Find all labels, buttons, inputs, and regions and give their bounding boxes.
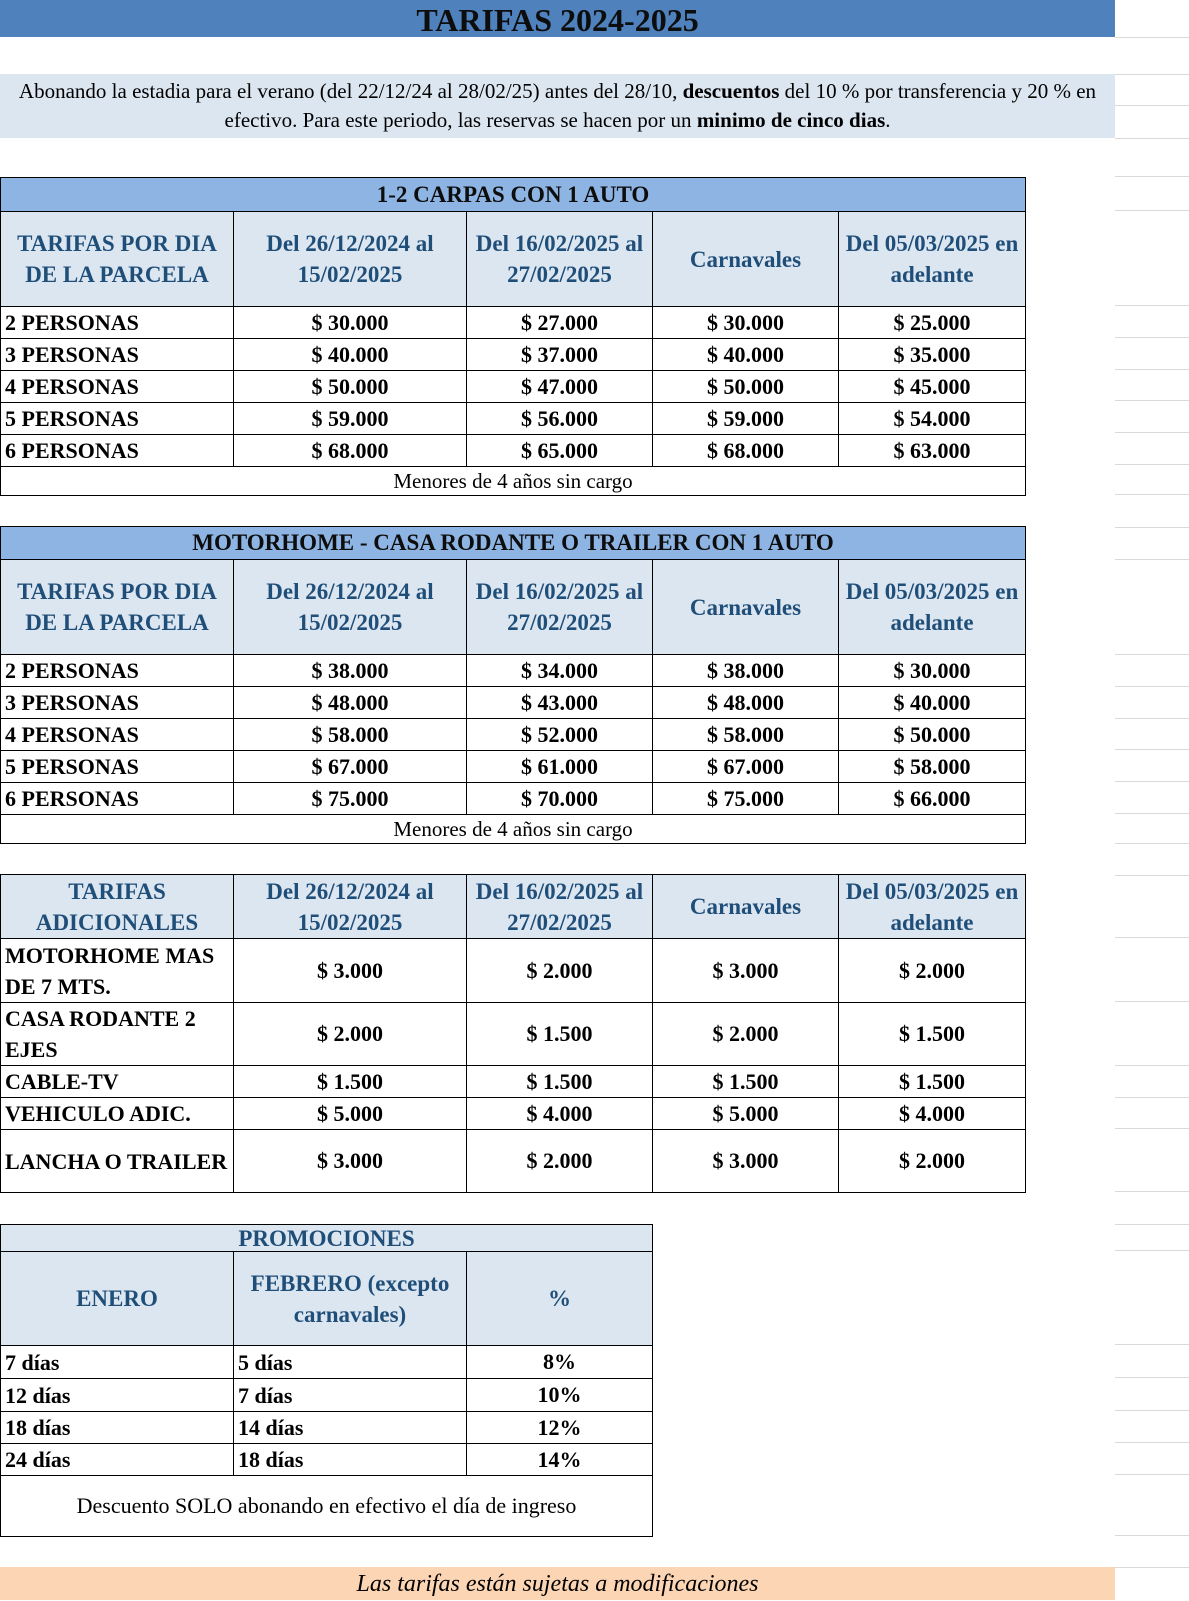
price-cell: $ 63.000 [839, 435, 1026, 467]
price-cell: $ 40.000 [839, 687, 1026, 719]
price-cell: $ 2.000 [839, 939, 1026, 1003]
column-header: TARIFAS ADICIONALES [1, 875, 234, 939]
price-cell: $ 3.000 [234, 1130, 467, 1193]
price-cell: $ 59.000 [653, 403, 839, 435]
column-header: Carnavales [653, 875, 839, 939]
row-label: 3 PERSONAS [1, 339, 234, 371]
price-cell: $ 1.500 [653, 1066, 839, 1098]
table-row [1, 307, 1026, 339]
price-cell: $ 45.000 [839, 371, 1026, 403]
intro-paragraph [0, 74, 1115, 138]
row-label: 5 PERSONAS [1, 751, 234, 783]
price-cell: $ 2.000 [467, 939, 653, 1003]
table-row [1, 655, 1026, 687]
column-header: Del 26/12/2024 al 15/02/2025 [234, 560, 467, 655]
table-row [1, 1379, 653, 1412]
column-header: Del 26/12/2024 al 15/02/2025 [234, 212, 467, 307]
table-row [1, 751, 1026, 783]
price-cell: $ 1.500 [839, 1003, 1026, 1066]
table-row [1, 1346, 653, 1379]
row-label: 4 PERSONAS [1, 371, 234, 403]
price-cell: $ 30.000 [234, 307, 467, 339]
price-cell: $ 68.000 [653, 435, 839, 467]
price-cell: $ 61.000 [467, 751, 653, 783]
price-cell: $ 4.000 [467, 1098, 653, 1130]
price-cell: $ 2.000 [467, 1130, 653, 1193]
row-label: 2 PERSONAS [1, 655, 234, 687]
table-row [1, 939, 1026, 1003]
table-caption: MOTORHOME - CASA RODANTE O TRAILER CON 1 AUTO [1, 527, 1026, 560]
price-cell: $ 3.000 [653, 939, 839, 1003]
intro-bold-1: descuentos [682, 79, 780, 103]
intro-text-2: del 10 % por transferencia y 20 % en efectivo. Para este periodo, las reservas se hacen por un [224, 79, 1097, 132]
tents-rate-table [0, 177, 1026, 496]
row-label: 4 PERSONAS [1, 719, 234, 751]
price-cell: $ 59.000 [234, 403, 467, 435]
row-label: CABLE-TV [1, 1066, 234, 1098]
table-row [1, 1130, 1026, 1193]
price-cell: $ 67.000 [653, 751, 839, 783]
row-label: 6 PERSONAS [1, 783, 234, 815]
price-cell: $ 34.000 [467, 655, 653, 687]
table-row [1, 403, 1026, 435]
price-cell: $ 75.000 [653, 783, 839, 815]
price-cell: $ 1.500 [467, 1003, 653, 1066]
price-cell: $ 2.000 [839, 1130, 1026, 1193]
row-label: 5 PERSONAS [1, 403, 234, 435]
days-cell: 7 días [234, 1379, 467, 1412]
days-cell: 7 días [1, 1346, 234, 1379]
price-cell: $ 38.000 [653, 655, 839, 687]
table-row [1, 1444, 653, 1476]
motorhome-rate-table [0, 526, 1026, 844]
column-header: Del 16/02/2025 al 27/02/2025 [467, 875, 653, 939]
percent-cell: 10% [467, 1379, 653, 1412]
table-row [1, 783, 1026, 815]
page-title: TARIFAS 2024-2025 [0, 0, 1115, 37]
table-caption: PROMOCIONES [1, 1225, 653, 1252]
price-cell: $ 50.000 [839, 719, 1026, 751]
row-label: LANCHA O TRAILER [1, 1130, 234, 1193]
row-label: MOTORHOME MAS DE 7 MTS. [1, 939, 234, 1003]
table-row [1, 1066, 1026, 1098]
table-row [1, 1098, 1026, 1130]
price-cell: $ 52.000 [467, 719, 653, 751]
days-cell: 14 días [234, 1412, 467, 1444]
intro-text-1: Abonando la estadia para el verano (del 22/12/24 al 28/02/25) antes del 28/10, [18, 79, 683, 103]
price-cell: $ 58.000 [653, 719, 839, 751]
column-header: Carnavales [653, 560, 839, 655]
intro-bold-2: minimo de cinco dias [696, 108, 886, 132]
table-caption: 1-2 CARPAS CON 1 AUTO [1, 178, 1026, 212]
price-cell: $ 68.000 [234, 435, 467, 467]
column-header: Carnavales [653, 212, 839, 307]
price-cell: $ 4.000 [839, 1098, 1026, 1130]
table-note: Descuento SOLO abonando en efectivo el día de ingreso [1, 1476, 653, 1537]
price-cell: $ 2.000 [234, 1003, 467, 1066]
price-cell: $ 40.000 [653, 339, 839, 371]
additional-rate-table [0, 874, 1026, 1193]
row-label: CASA RODANTE 2 EJES [1, 1003, 234, 1066]
price-cell: $ 58.000 [234, 719, 467, 751]
price-cell: $ 30.000 [653, 307, 839, 339]
table-row [1, 687, 1026, 719]
row-label: 2 PERSONAS [1, 307, 234, 339]
column-header: TARIFAS POR DIA DE LA PARCELA [1, 560, 234, 655]
days-cell: 5 días [234, 1346, 467, 1379]
price-cell: $ 1.500 [234, 1066, 467, 1098]
price-cell: $ 37.000 [467, 339, 653, 371]
price-cell: $ 25.000 [839, 307, 1026, 339]
days-cell: 18 días [234, 1444, 467, 1476]
table-row [1, 339, 1026, 371]
price-cell: $ 30.000 [839, 655, 1026, 687]
price-cell: $ 65.000 [467, 435, 653, 467]
price-cell: $ 50.000 [653, 371, 839, 403]
column-header: Del 05/03/2025 en adelante [839, 560, 1026, 655]
price-cell: $ 40.000 [234, 339, 467, 371]
price-cell: $ 27.000 [467, 307, 653, 339]
days-cell: 12 días [1, 1379, 234, 1412]
days-cell: 24 días [1, 1444, 234, 1476]
price-cell: $ 5.000 [653, 1098, 839, 1130]
price-cell: $ 3.000 [653, 1130, 839, 1193]
price-cell: $ 5.000 [234, 1098, 467, 1130]
row-label: VEHICULO ADIC. [1, 1098, 234, 1130]
footer-notice: Las tarifas están sujetas a modificaciones [0, 1567, 1115, 1600]
table-note: Menores de 4 años sin cargo [1, 815, 1026, 844]
column-header: FEBRERO (excepto carnavales) [234, 1252, 467, 1346]
price-cell: $ 35.000 [839, 339, 1026, 371]
price-cell: $ 75.000 [234, 783, 467, 815]
percent-cell: 12% [467, 1412, 653, 1444]
price-cell: $ 56.000 [467, 403, 653, 435]
price-cell: $ 1.500 [839, 1066, 1026, 1098]
price-cell: $ 58.000 [839, 751, 1026, 783]
price-cell: $ 66.000 [839, 783, 1026, 815]
table-row [1, 1003, 1026, 1066]
intro-text-3: . [885, 108, 891, 132]
price-cell: $ 70.000 [467, 783, 653, 815]
percent-cell: 8% [467, 1346, 653, 1379]
column-header: % [467, 1252, 653, 1346]
price-cell: $ 67.000 [234, 751, 467, 783]
column-header: Del 16/02/2025 al 27/02/2025 [467, 560, 653, 655]
row-label: 6 PERSONAS [1, 435, 234, 467]
price-cell: $ 43.000 [467, 687, 653, 719]
price-cell: $ 2.000 [653, 1003, 839, 1066]
column-header: Del 05/03/2025 en adelante [839, 212, 1026, 307]
price-cell: $ 54.000 [839, 403, 1026, 435]
price-cell: $ 3.000 [234, 939, 467, 1003]
percent-cell: 14% [467, 1444, 653, 1476]
table-row [1, 1412, 653, 1444]
price-cell: $ 47.000 [467, 371, 653, 403]
table-row [1, 371, 1026, 403]
column-header: Del 05/03/2025 en adelante [839, 875, 1026, 939]
column-header: Del 16/02/2025 al 27/02/2025 [467, 212, 653, 307]
row-label: 3 PERSONAS [1, 687, 234, 719]
price-cell: $ 1.500 [467, 1066, 653, 1098]
price-cell: $ 50.000 [234, 371, 467, 403]
column-header: ENERO [1, 1252, 234, 1346]
days-cell: 18 días [1, 1412, 234, 1444]
column-header: TARIFAS POR DIA DE LA PARCELA [1, 212, 234, 307]
price-cell: $ 38.000 [234, 655, 467, 687]
table-row [1, 719, 1026, 751]
table-row [1, 435, 1026, 467]
price-cell: $ 48.000 [234, 687, 467, 719]
price-cell: $ 48.000 [653, 687, 839, 719]
promotions-table [0, 1224, 653, 1537]
column-header: Del 26/12/2024 al 15/02/2025 [234, 875, 467, 939]
table-note: Menores de 4 años sin cargo [1, 467, 1026, 496]
